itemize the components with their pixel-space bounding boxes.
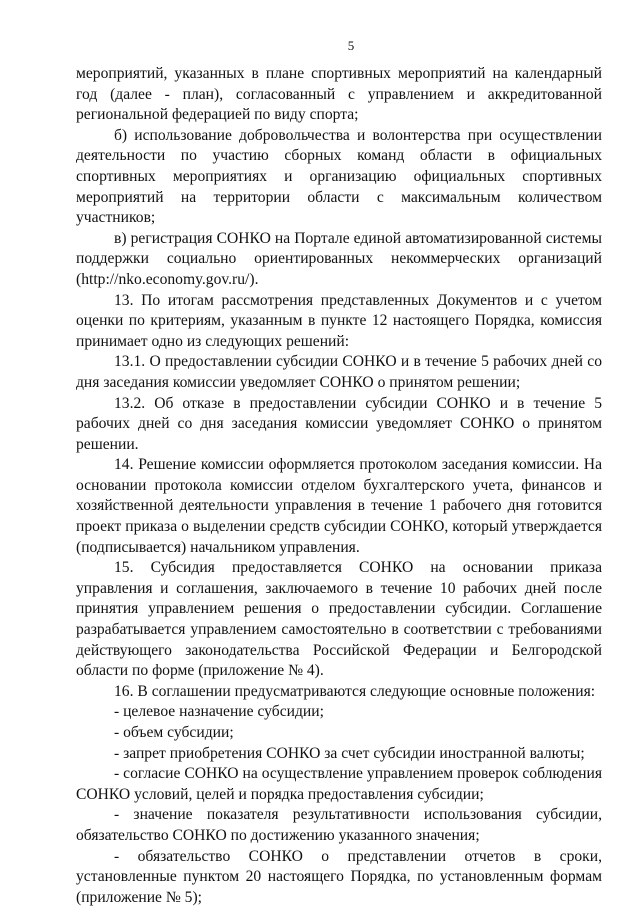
paragraph-16: 16. В соглашении предусматриваются следующие основные положения: [114, 682, 596, 700]
list-item: - обязательство СОНКО о представлении отчетов в сроки, установленные пунктом 20 настоящего Порядка, по установленным формам (приложение № 5); [76, 847, 602, 906]
paragraph-13-2: 13.2. Об отказе в предоставлении субсидии СОНКО и в течение 5 рабочих дней со дня заседания комиссии уведомляет СОНКО о принятом решении. [76, 394, 602, 453]
paragraph-13-1: 13.1. О предоставлении субсидии СОНКО и в течение 5 рабочих дней со дня заседания комиссии уведомляет СОНКО о принятом решении; [76, 353, 602, 391]
paragraph-item-v: в) регистрация СОНКО на Портале единой автоматизированной системы поддержки социально ориентированных некоммерческих организаций (http://nko.economy.gov.ru/). [76, 229, 602, 288]
list-item: - объем субсидии; [114, 724, 234, 741]
list-item: - целевое назначение субсидии; [114, 703, 324, 721]
paragraph-14: 14. Решение комиссии оформляется протоколом заседания комиссии. На основании протокола комиссии отделом бухгалтерского учета, финансов и хозяйственной деятельности управления в течение 1 рабочего дня готовится проект приказа о выделении средств субсидии СОНКО, который утверждается (подписывается) начальником управления. [76, 456, 602, 556]
paragraph-item-b: б) использование добровольчества и волонтерства при осуществлении деятельности по участию сборных команд области в официальных спортивных мероприятиях и организацию официальных спортивных мероприятий на территории области с максимальным количеством участников; [76, 126, 602, 227]
paragraph-13: 13. По итогам рассмотрения представленных Документов и с учетом оценки по критериям, указанным в пункте 12 настоящего Порядка, комиссия принимает одно из следующих решений: [76, 291, 602, 350]
paragraph-continuation: мероприятий, указанных в плане спортивных мероприятий на календарный год (далее - план), согласованный с управлением и аккредитованной региональной федерацией по виду спорта; [76, 65, 602, 124]
paragraph-15: 15. Субсидия предоставляется СОНКО на основании приказа управления и соглашения, заключаемого в течение 10 рабочих дней после принятия управлением решения о предоставлении субсидии. Соглашение разрабатывается управлением самостоятельно в соответствии с требованиями действующего законодательства Российской Федерации и Белгородской области по форме (приложение № 4). [76, 559, 602, 680]
page-number: 5 [347, 38, 355, 53]
list-item: - значение показателя результативности использования субсидии, обязательство СОНКО по достижению указанного значения; [76, 806, 602, 844]
list-item: - запрет приобретения СОНКО за счет субсидии иностранной валюты; [114, 744, 585, 762]
document-body [76, 64, 602, 908]
list-item: - согласие СОНКО на осуществление управлением проверок соблюдения СОНКО условий, целей и порядка предоставления субсидии; [76, 765, 602, 803]
